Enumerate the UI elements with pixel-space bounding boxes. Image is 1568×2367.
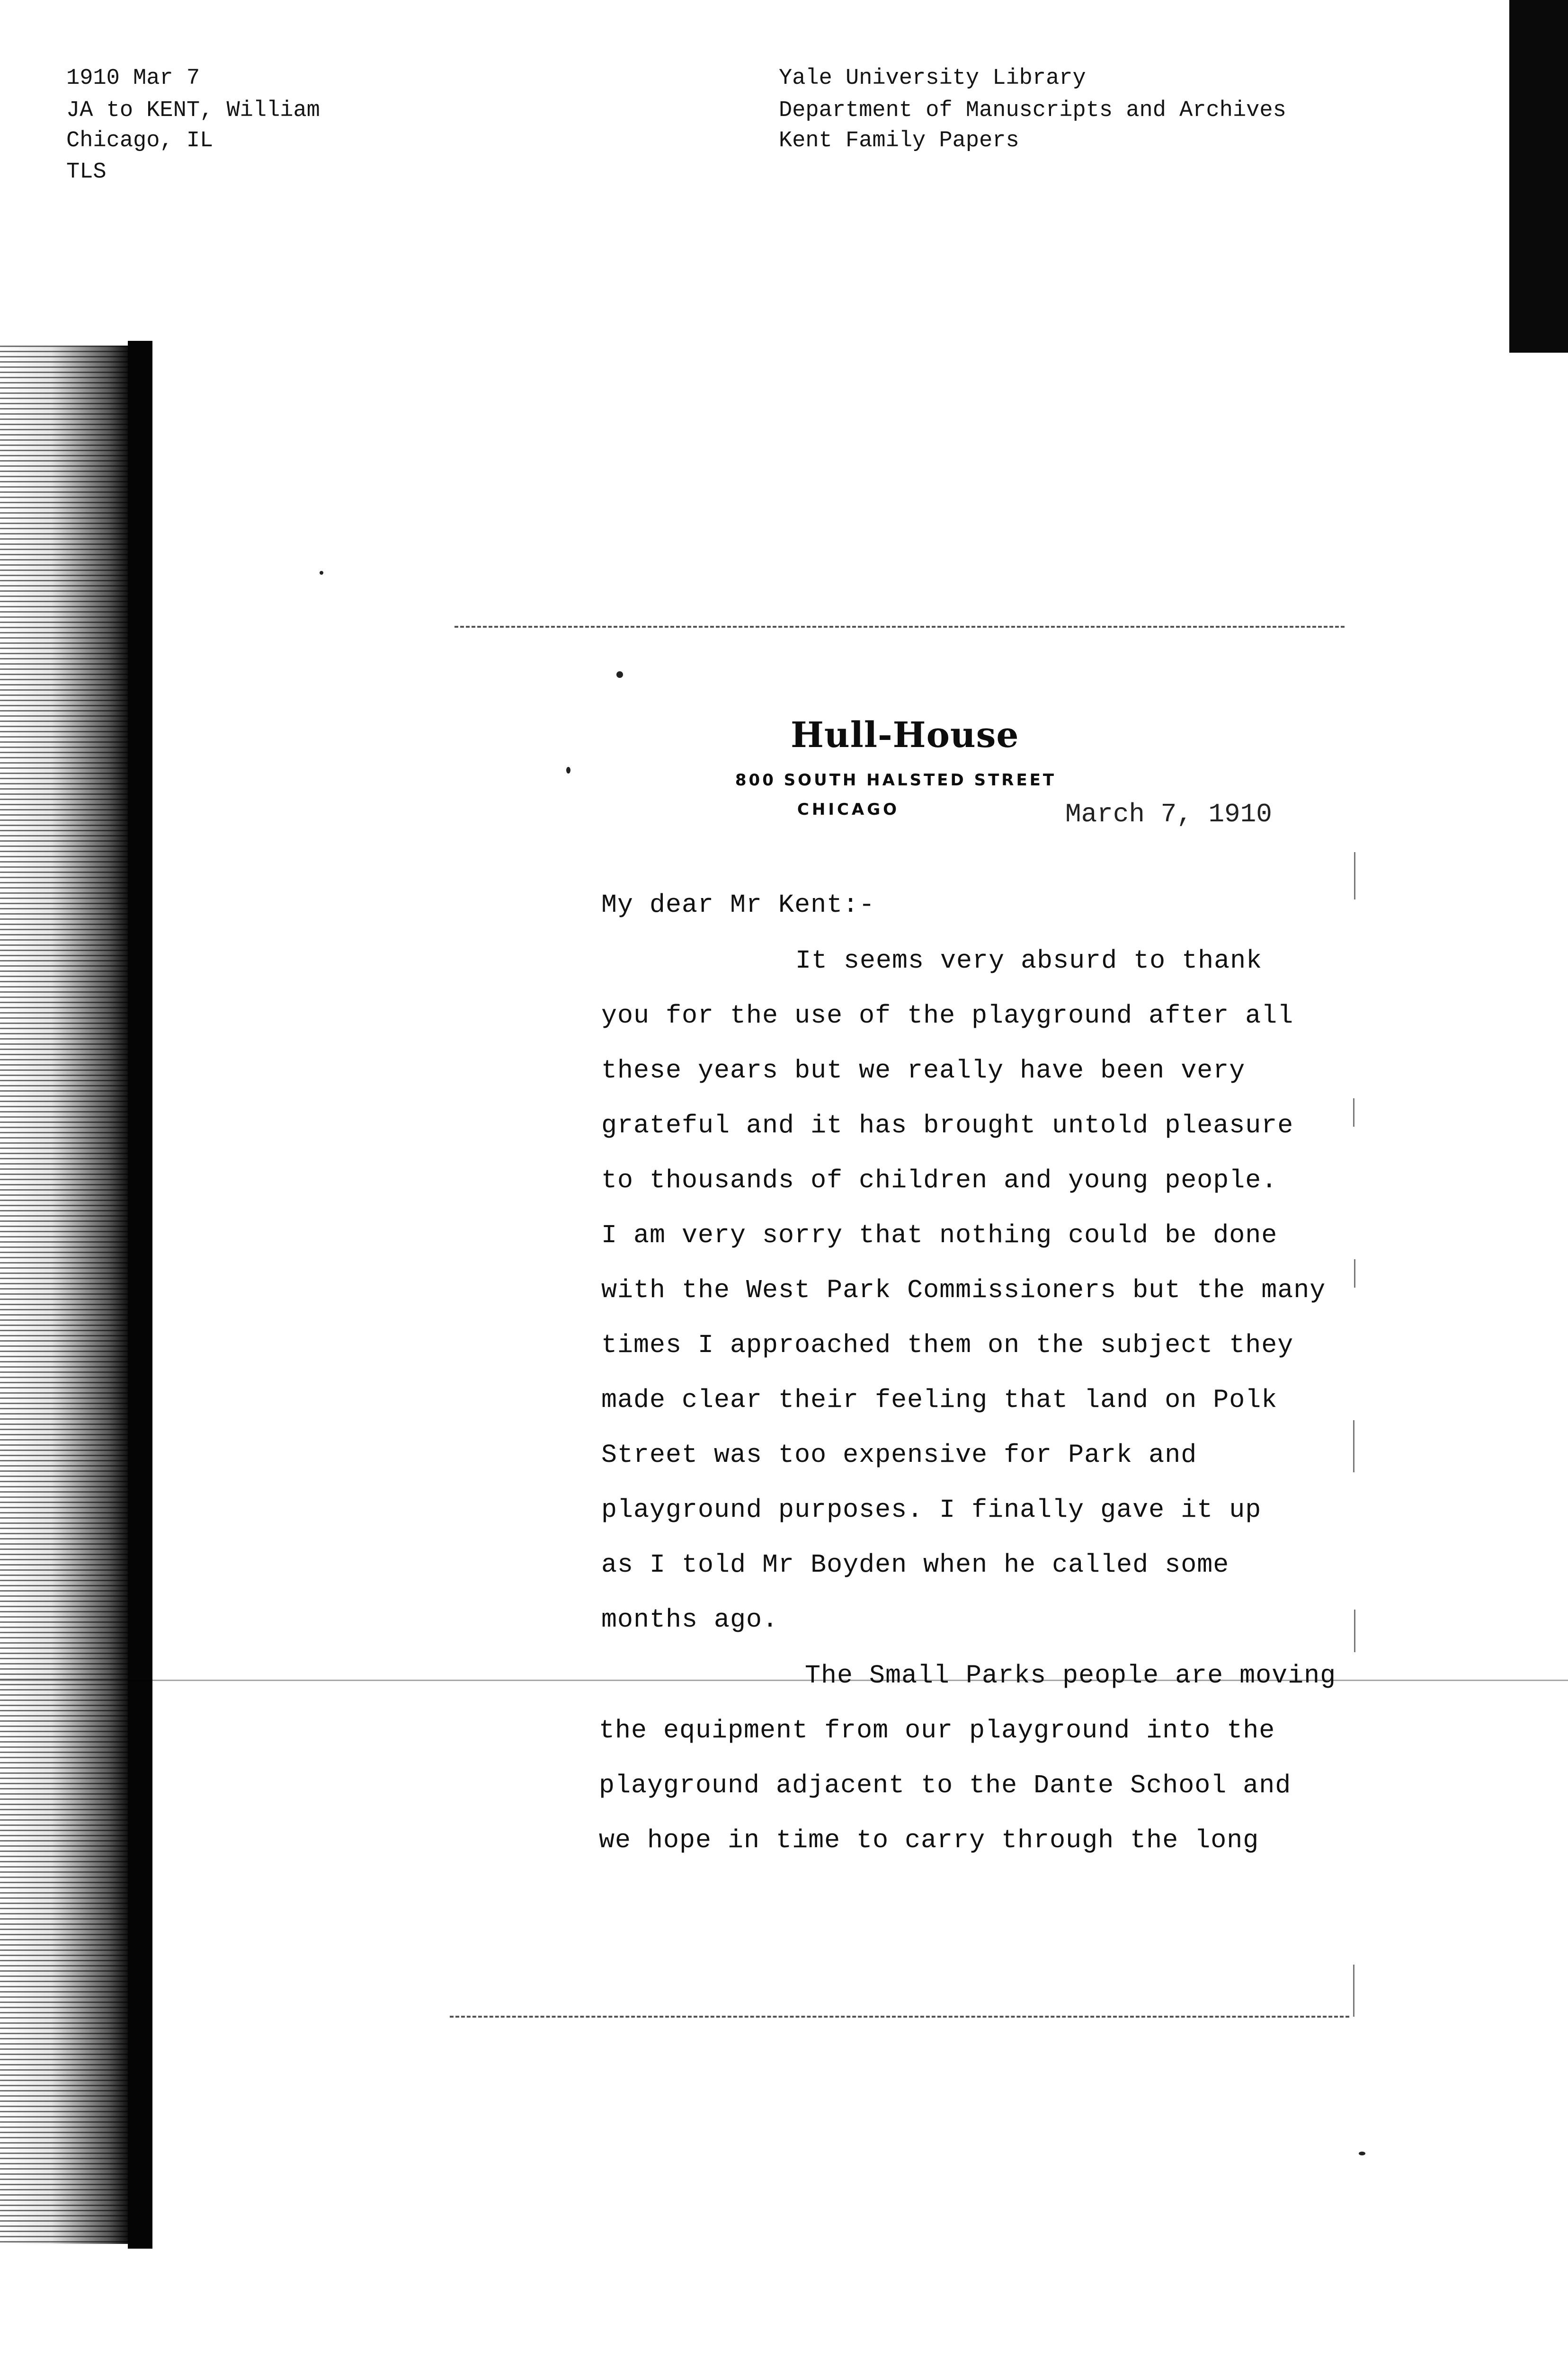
letter-line: playground adjacent to the Dante School and	[599, 1771, 1292, 1800]
salutation: My dear Mr Kent:-	[601, 890, 875, 920]
letter-line: we hope in time to carry through the long	[599, 1825, 1259, 1855]
page-right-edge-mark	[1353, 1420, 1354, 1472]
scan-speck	[1359, 2152, 1365, 2155]
letter-line: grateful and it has brought untold pleasure	[601, 1111, 1294, 1140]
page-right-edge-mark	[1354, 1610, 1355, 1652]
archive-date: 1910 Mar 7	[66, 66, 200, 91]
archive-correspondents: JA to KENT, William	[66, 98, 320, 123]
letter-line: I am very sorry that nothing could be done	[601, 1220, 1278, 1250]
letter-line: Street was too expensive for Park and	[601, 1440, 1197, 1470]
letter-line: made clear their feeling that land on Polk	[601, 1385, 1278, 1415]
letter-line: times I approached them on the subject they	[601, 1330, 1294, 1360]
letter-line: It seems very absurd to thank	[795, 946, 1263, 976]
archive-collection: Kent Family Papers	[779, 128, 1019, 153]
scan-edge-noise	[0, 346, 128, 2244]
letterhead-address: 800 SOUTH HALSTED STREET	[735, 771, 1057, 790]
letter-line: playground purposes. I finally gave it up	[601, 1495, 1262, 1525]
scan-speck	[320, 571, 323, 575]
page-right-edge-mark	[1354, 1259, 1355, 1288]
letter-line: you for the use of the playground after all	[601, 1001, 1294, 1031]
page-right-edge-mark	[1353, 1965, 1354, 2017]
scan-speck	[616, 671, 623, 678]
letter-line: months ago.	[601, 1605, 779, 1635]
page-top-edge-line	[454, 626, 1345, 628]
letterhead-name: Hull-House	[791, 715, 1019, 756]
archive-department: Department of Manuscripts and Archives	[779, 98, 1286, 123]
page-right-edge-mark	[1354, 852, 1355, 899]
archive-type: TLS	[66, 160, 107, 185]
letter-line: the equipment from our playground into the	[599, 1716, 1275, 1745]
archive-place: Chicago, IL	[66, 128, 214, 153]
archive-library: Yale University Library	[779, 66, 1086, 91]
letter-line: these years but we really have been very	[601, 1056, 1246, 1086]
letter-line: with the West Park Commissioners but the many	[601, 1275, 1326, 1305]
page-right-edge-mark	[1353, 1098, 1354, 1127]
letter-line: The Small Parks people are moving	[805, 1661, 1336, 1691]
letter-date: March 7, 1910	[1065, 799, 1272, 829]
scan-corner-shadow	[1509, 0, 1568, 353]
scan-edge-bar	[128, 341, 152, 2249]
page-bottom-edge-line	[450, 2016, 1349, 2018]
letterhead-city: CHICAGO	[797, 800, 900, 819]
letter-line: as I told Mr Boyden when he called some	[601, 1550, 1229, 1580]
scan-speck	[566, 767, 570, 774]
letter-line: to thousands of children and young people.	[601, 1166, 1278, 1195]
